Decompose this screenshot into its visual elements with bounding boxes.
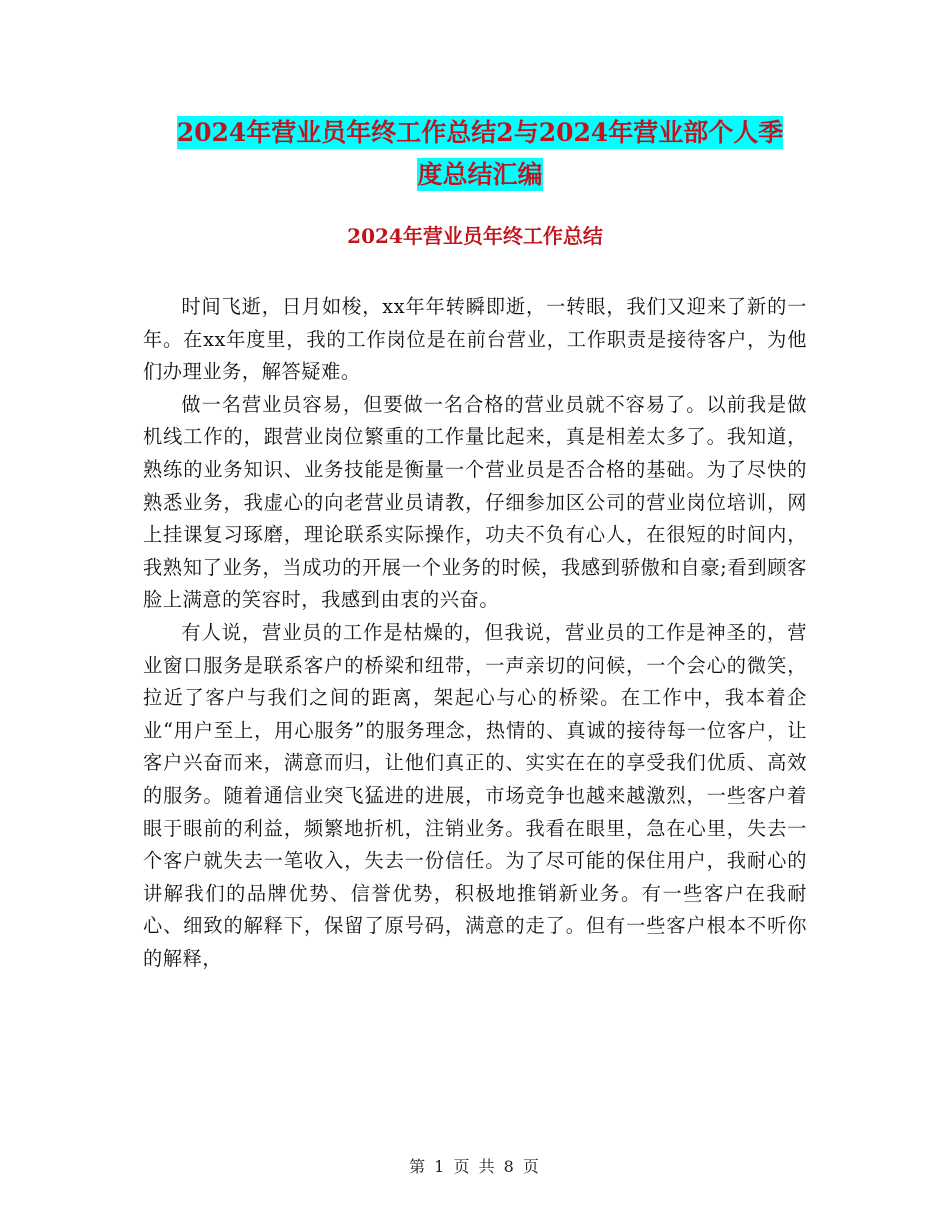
document-body <box>143 291 807 975</box>
document-title-line-1: 2024年营业员年终工作总结2与2024年营业部个人季 <box>176 118 784 147</box>
document-title <box>150 112 810 196</box>
page-footer: 第 1 页 共 8 页 <box>409 1157 541 1176</box>
paragraph: 有人说，营业员的工作是枯燥的，但我说，营业员的工作是神圣的，营业窗口服务是联系客户的桥梁和纽带，一声亲切的问候，一个会心的微笑，拉近了客户与我们之间的距离，架起心与心的桥梁。在工作中，我本着企业“用户至上，用心服务”的服务理念，热情的、真诚的接待每一位客户，让客户兴奋而来，满意而归，让他们真正的、实实在在的享受我们优质、高效的服务。随着通信业突飞猛进的进展，市场竞争也越来越激烈，一些客户着眼于眼前的利益，频繁地折机，注销业务。我看在眼里，急在心里，失去一个客户就失去一笔收入，失去一份信任。为了尽可能的保住用户，我耐心的讲解我们的品牌优势、信誉优势，积极地推销新业务。有一些客户在我耐心、细致的解释下，保留了原号码，满意的走了。但有一些客户根本不听你的解释， <box>143 620 807 970</box>
paragraph: 时间飞逝，日月如梭，xx年年转瞬即逝，一转眼，我们又迎来了新的一年。在xx年度里，我的工作岗位是在前台营业，工作职责是接待客户，为他们办理业务，解答疑难。 <box>143 295 807 384</box>
section-title: 2024年营业员年终工作总结 <box>347 224 603 248</box>
document-title-line-2: 度总结汇编 <box>417 160 543 189</box>
paragraph: 做一名营业员容易，但要做一名合格的营业员就不容易了。以前我是做机线工作的，跟营业岗位繁重的工作量比起来，真是相差太多了。我知道，熟练的业务知识、业务技能是衡量一个营业员是否合格的基础。为了尽快的熟悉业务，我虚心的向老营业员请教，仔细参加区公司的营业岗位培训，网上挂课复习琢磨，理论联系实际操作，功夫不负有心人，在很短的时间内，我熟知了业务，当成功的开展一个业务的时候，我感到骄傲和自豪;看到顾客脸上满意的笑容时，我感到由衷的兴奋。 <box>143 392 807 612</box>
